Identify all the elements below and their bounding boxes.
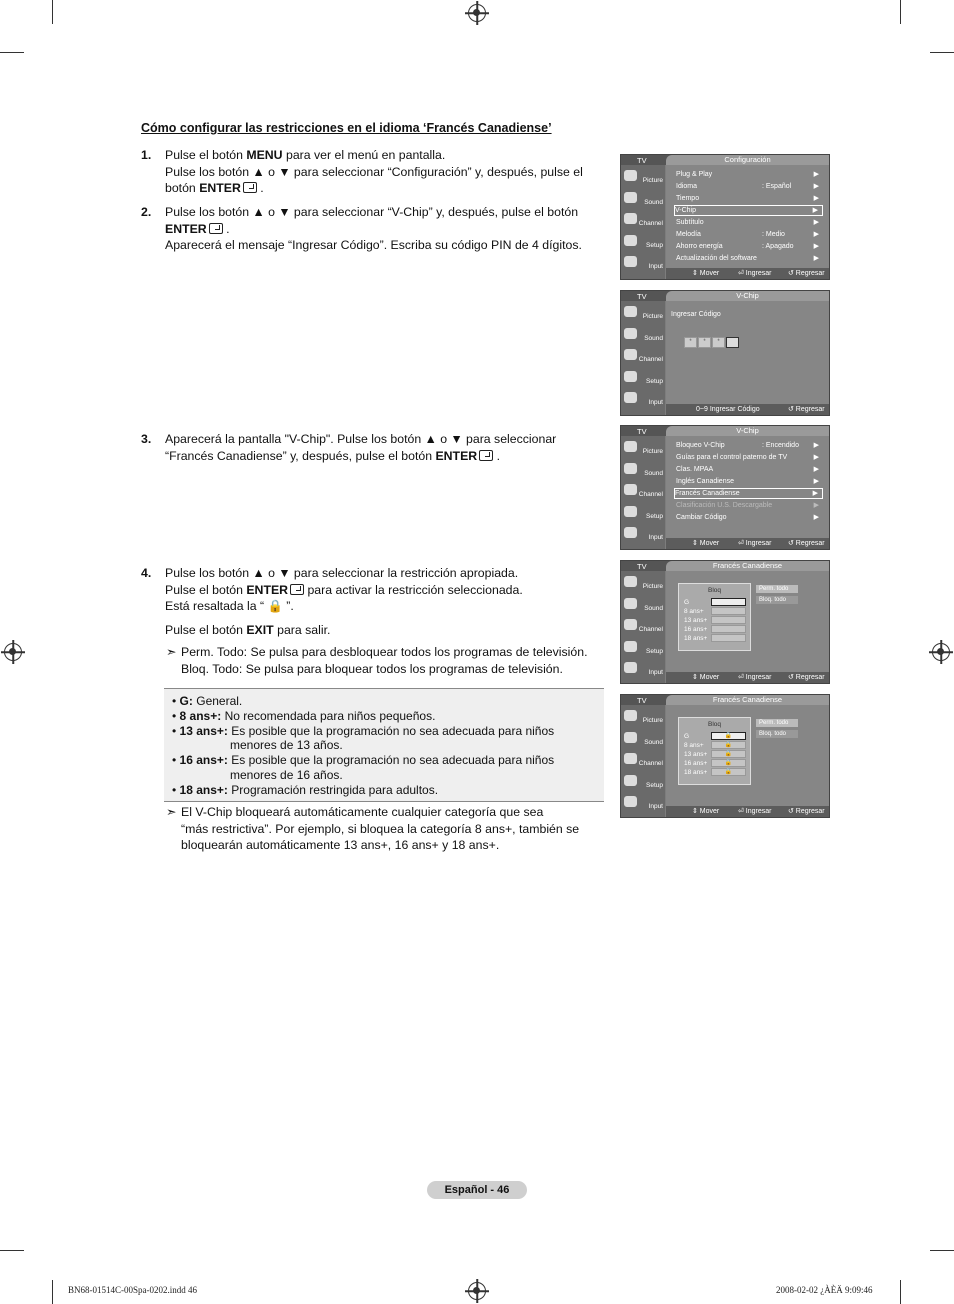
menu-content: [666, 165, 829, 268]
footer-hint: 0~9 Ingresar Código: [696, 406, 760, 413]
sidebar-item-channel: [621, 481, 665, 502]
crop-mark: [900, 1280, 901, 1304]
sidebar-item-sound: [621, 460, 665, 481]
footer-date: 2008-02-02 ¿ÀÈÄ 9:09:46: [776, 1285, 873, 1295]
sidebar-item-input: [621, 253, 665, 274]
footer-file: BN68-01514C-00Spa-0202.indd 46: [68, 1285, 197, 1295]
sidebar-item-label: Input: [648, 399, 663, 406]
tv-label: TV: [637, 696, 647, 705]
definition-item: • 16 ans+: Es posible que la programación no sea adecuada para niños: [172, 753, 555, 767]
menu-item-label: Tiempo: [676, 195, 700, 202]
picture-icon: [624, 576, 637, 587]
lock-icon: 🔒: [711, 768, 746, 776]
crop-mark: [52, 1280, 53, 1304]
rating-label: 16 ans+: [684, 626, 708, 633]
chevron-right-icon: ▶: [813, 255, 819, 262]
menu-item: [676, 241, 823, 252]
rating-row: [684, 634, 746, 643]
chevron-right-icon: ▶: [812, 207, 818, 214]
tv-label: TV: [637, 562, 647, 571]
rating-label: G: [684, 599, 690, 606]
rating-row: [684, 759, 746, 768]
code-digit: *: [698, 337, 711, 348]
rating-row: [684, 750, 746, 759]
input-icon: [624, 256, 637, 267]
menu-item-label: V-Chip: [675, 207, 697, 214]
note-arrow-icon: ➣: [166, 645, 177, 659]
rating-panel: [678, 583, 751, 651]
lock-cell: [711, 625, 746, 633]
bloq-column-header: Bloq: [707, 721, 721, 728]
crop-mark: [0, 1250, 24, 1251]
chevron-right-icon: ▶: [813, 466, 819, 473]
sidebar-item-label: Picture: [642, 448, 663, 455]
ratings-definition-box: • G: General. • 8 ans+: No recomendada para niños pequeños. • 13 ans+: Es posible que la programación no sea adecuada para niños menores de 13 años. • 16 ans+: Es posible que la programación no sea adecuada para niños menores de 16 años. • 18 ans+: Programación restringida para adultos.: [164, 688, 604, 802]
setup-icon: [624, 641, 637, 652]
input-icon: [624, 796, 637, 807]
sidebar-item-picture: [621, 438, 665, 459]
sidebar-item-channel: [621, 210, 665, 231]
enter-icon: [479, 450, 493, 461]
rating-label: 16 ans+: [684, 760, 708, 767]
sidebar-item-label: Setup: [646, 241, 663, 249]
menu-item-value: : Español: [762, 183, 792, 190]
footer-return: ↺ Regresar: [788, 540, 825, 547]
menu-item: [676, 440, 823, 451]
picture-icon: [624, 710, 637, 721]
lock-cell: [711, 598, 746, 606]
chevron-right-icon: ▶: [813, 442, 819, 449]
sidebar: [621, 571, 665, 683]
rating-label: 18 ans+: [684, 635, 708, 642]
lock-icon: 🔒: [711, 732, 746, 740]
crop-mark: [52, 0, 53, 24]
sidebar-item-label: Picture: [642, 583, 663, 590]
footer-move: ⇕ Mover: [692, 674, 720, 681]
sidebar-item-input: [621, 524, 665, 545]
menu-header: Francés Canadiense: [666, 561, 829, 571]
rating-row: [684, 768, 746, 777]
menu-item: [676, 253, 823, 264]
sidebar-item-label: Picture: [642, 313, 663, 320]
enter-icon: [290, 584, 304, 595]
sidebar-item-input: [621, 389, 665, 410]
menu-item-label: Guías para el control paterno de TV: [676, 454, 788, 461]
channel-icon: [624, 753, 637, 764]
menu-item-label: Clas. MPAA: [676, 466, 714, 473]
menu-footer: [666, 672, 829, 683]
lock-icon: 🔒: [711, 759, 746, 767]
footer-enter: ⏎ Ingresar: [738, 674, 772, 681]
bloq-todo-button[interactable]: Bloq. todo: [756, 596, 798, 604]
footer-move: ⇕ Mover: [692, 808, 720, 815]
menu-header: Configuración: [666, 155, 829, 165]
sidebar: [621, 165, 665, 279]
sidebar-item-channel: [621, 346, 665, 367]
setup-icon: [624, 775, 637, 786]
sidebar-item-sound: [621, 595, 665, 616]
sidebar-item-label: Channel: [638, 220, 663, 227]
sidebar-item-label: Sound: [644, 198, 663, 206]
chevron-right-icon: ▶: [812, 490, 818, 497]
tv-label: TV: [637, 427, 647, 436]
menu-item: [676, 229, 823, 240]
rating-label: 13 ans+: [684, 751, 708, 758]
sidebar-item-channel: [621, 750, 665, 771]
menu-item-value: : Apagado: [762, 243, 794, 250]
lock-icon: 🔒: [711, 741, 746, 749]
tv-title-bar: [621, 155, 829, 165]
lock-cell: [711, 634, 746, 642]
chevron-right-icon: ▶: [813, 231, 819, 238]
crop-mark: [0, 52, 24, 53]
setup-icon: [624, 235, 637, 246]
registration-mark-icon: [932, 643, 950, 661]
sidebar-item-setup: [621, 772, 665, 793]
crop-mark: [900, 0, 901, 24]
sidebar-item-picture: [621, 303, 665, 324]
sidebar-item-channel: [621, 616, 665, 637]
menu-item: [676, 464, 823, 475]
menu-item: [676, 452, 823, 463]
sidebar-item-label: Sound: [644, 738, 663, 746]
menu-footer: [666, 538, 829, 549]
menu-item: [674, 205, 823, 216]
sidebar: [621, 436, 665, 549]
registration-mark-icon: [4, 643, 22, 661]
sidebar-item-picture: [621, 707, 665, 728]
menu-item: [676, 217, 823, 228]
menu-content: [666, 571, 829, 672]
sidebar-item-sound: [621, 189, 665, 210]
menu-item-label: Subtítulo: [676, 219, 704, 226]
sidebar-item-label: Setup: [646, 781, 663, 789]
footer-enter: ⏎ Ingresar: [738, 808, 772, 815]
rating-row: [684, 616, 746, 625]
bloq-column-header: Bloq: [707, 587, 721, 594]
sidebar-item-sound: [621, 729, 665, 750]
menu-footer: [666, 268, 829, 279]
setup-icon: [624, 371, 637, 382]
note-arrow-icon: ➣: [166, 805, 177, 819]
definition-item: • 13 ans+: Es posible que la programación no sea adecuada para niños: [172, 724, 555, 738]
footer-return: ↺ Regresar: [788, 808, 825, 815]
sidebar-item-input: [621, 793, 665, 814]
menu-item: [676, 169, 823, 180]
picture-icon: [624, 170, 637, 181]
code-digit: [726, 337, 739, 348]
menu-item-label: Inglés Canadiense: [676, 478, 734, 485]
bloq-todo-button[interactable]: Bloq. todo: [756, 730, 798, 738]
tv-title-bar: [621, 291, 829, 301]
menu-content: [666, 301, 829, 404]
channel-icon: [624, 484, 637, 495]
tv-label: TV: [637, 292, 647, 301]
sound-icon: [624, 598, 637, 609]
menu-item-label: Cambiar Código: [676, 514, 727, 521]
footer-return: ↺ Regresar: [788, 674, 825, 681]
menu-footer: [666, 404, 829, 415]
footer-return: ↺ Regresar: [788, 406, 825, 413]
menu-content: [666, 436, 829, 538]
perm-todo-button[interactable]: Perm. todo: [756, 585, 798, 593]
chevron-right-icon: ▶: [813, 243, 819, 250]
menu-header: V-Chip: [666, 426, 829, 436]
rating-panel: [678, 717, 751, 785]
tv-menu-vchip: [620, 425, 830, 550]
input-icon: [624, 662, 637, 673]
tv-menu-frances-canadiense: [620, 560, 830, 684]
sidebar-item-label: Input: [648, 263, 663, 270]
menu-item-label: Actualización del software: [676, 255, 757, 262]
sidebar-item-label: Picture: [642, 177, 663, 184]
footer-return: ↺ Regresar: [788, 270, 825, 277]
section-title: Cómo configurar las restricciones en el idioma ‘Francés Canadiense’: [141, 121, 552, 135]
rating-label: 8 ans+: [684, 608, 704, 615]
sidebar-item-label: Channel: [638, 626, 663, 633]
page-number: Español - 46: [427, 1181, 527, 1199]
footer-enter: ⏎ Ingresar: [738, 540, 772, 547]
menu-item-label: Plug & Play: [676, 171, 713, 178]
menu-item: [676, 512, 823, 523]
crop-mark: [930, 52, 954, 53]
menu-item-label: Ahorro energía: [676, 243, 723, 250]
sound-icon: [624, 192, 637, 203]
chevron-right-icon: ▶: [813, 454, 819, 461]
sidebar-item-label: Sound: [644, 469, 663, 477]
channel-icon: [624, 349, 637, 360]
definition-item: • G: General.: [172, 694, 243, 708]
chevron-right-icon: ▶: [813, 514, 819, 521]
sidebar-item-label: Setup: [646, 512, 663, 520]
picture-icon: [624, 306, 637, 317]
footer-move: ⇕ Mover: [692, 270, 720, 277]
menu-footer: [666, 806, 829, 817]
sidebar-item-label: Input: [648, 669, 663, 676]
code-digit: *: [712, 337, 725, 348]
sidebar-item-setup: [621, 503, 665, 524]
rating-label: 13 ans+: [684, 617, 708, 624]
menu-item-label: Francés Canadiense: [675, 490, 740, 497]
rating-label: 18 ans+: [684, 769, 708, 776]
lock-icon: 🔒: [711, 750, 746, 758]
chevron-right-icon: ▶: [813, 219, 819, 226]
menu-item: [676, 193, 823, 204]
menu-item-label: Melodía: [676, 231, 701, 238]
tv-menu-vchip-code: [620, 290, 830, 416]
channel-icon: [624, 213, 637, 224]
definition-item: • 18 ans+: Programación restringida para adultos.: [172, 783, 439, 797]
sidebar-item-label: Channel: [638, 356, 663, 363]
code-prompt: Ingresar Código: [671, 311, 721, 318]
footer-enter: ⏎ Ingresar: [738, 270, 772, 277]
tv-menu-configuracion: [620, 154, 830, 280]
rating-row: [684, 598, 746, 607]
chevron-right-icon: ▶: [813, 502, 819, 509]
code-digit: *: [684, 337, 697, 348]
chevron-right-icon: ▶: [813, 183, 819, 190]
sound-icon: [624, 328, 637, 339]
menu-item-label: Idioma: [676, 183, 698, 190]
rating-label: G: [684, 733, 690, 740]
tv-title-bar: [621, 695, 829, 705]
enter-icon: [209, 223, 223, 234]
chevron-right-icon: ▶: [813, 478, 819, 485]
tv-title-bar: [621, 426, 829, 436]
rating-row: [684, 625, 746, 634]
menu-item: [676, 181, 823, 192]
chevron-right-icon: ▶: [813, 195, 819, 202]
menu-item-label: Bloqueo V-Chip: [676, 442, 725, 449]
menu-content: [666, 705, 829, 806]
chevron-right-icon: ▶: [813, 171, 819, 178]
sidebar-item-label: Sound: [644, 334, 663, 342]
enter-icon: [243, 182, 257, 193]
sidebar-item-setup: [621, 232, 665, 253]
perm-todo-button[interactable]: Perm. todo: [756, 719, 798, 727]
registration-mark-icon: [468, 4, 486, 22]
sidebar-item-label: Sound: [644, 604, 663, 612]
sound-icon: [624, 732, 637, 743]
sidebar-item-label: Setup: [646, 647, 663, 655]
sidebar-item-label: Channel: [638, 491, 663, 498]
sidebar-item-label: Input: [648, 803, 663, 810]
rating-row: [684, 607, 746, 616]
sidebar-item-sound: [621, 325, 665, 346]
tv-title-bar: [621, 561, 829, 571]
registration-mark-icon: [468, 1282, 486, 1300]
sidebar-item-picture: [621, 573, 665, 594]
sidebar-item-setup: [621, 638, 665, 659]
tv-label: TV: [637, 156, 647, 165]
definition-item: • 8 ans+: No recomendada para niños pequeños.: [172, 709, 436, 723]
setup-icon: [624, 506, 637, 517]
tv-menu-frances-canadiense-locked: [620, 694, 830, 818]
crop-mark: [930, 1250, 954, 1251]
menu-item: [676, 476, 823, 487]
lock-cell: [711, 607, 746, 615]
lock-cell: [711, 616, 746, 624]
sidebar: [621, 301, 665, 415]
footer-move: ⇕ Mover: [692, 540, 720, 547]
rating-label: 8 ans+: [684, 742, 704, 749]
input-icon: [624, 527, 637, 538]
sidebar-item-label: Setup: [646, 377, 663, 385]
rating-row: [684, 732, 746, 741]
menu-item-value: : Encendido: [762, 442, 799, 449]
menu-header: V-Chip: [666, 291, 829, 301]
menu-item: [674, 488, 823, 499]
sidebar-item-label: Picture: [642, 717, 663, 724]
sidebar: [621, 705, 665, 817]
menu-item-value: : Medio: [762, 231, 785, 238]
input-icon: [624, 392, 637, 403]
sidebar-item-label: Channel: [638, 760, 663, 767]
rating-row: [684, 741, 746, 750]
menu-header: Francés Canadiense: [666, 695, 829, 705]
sound-icon: [624, 463, 637, 474]
menu-item: [676, 500, 823, 511]
menu-item-label: Clasificación U.S. Descargable: [676, 502, 773, 509]
sidebar-item-setup: [621, 368, 665, 389]
sidebar-item-input: [621, 659, 665, 680]
sidebar-item-picture: [621, 167, 665, 188]
picture-icon: [624, 441, 637, 452]
sidebar-item-label: Input: [648, 534, 663, 541]
channel-icon: [624, 619, 637, 630]
